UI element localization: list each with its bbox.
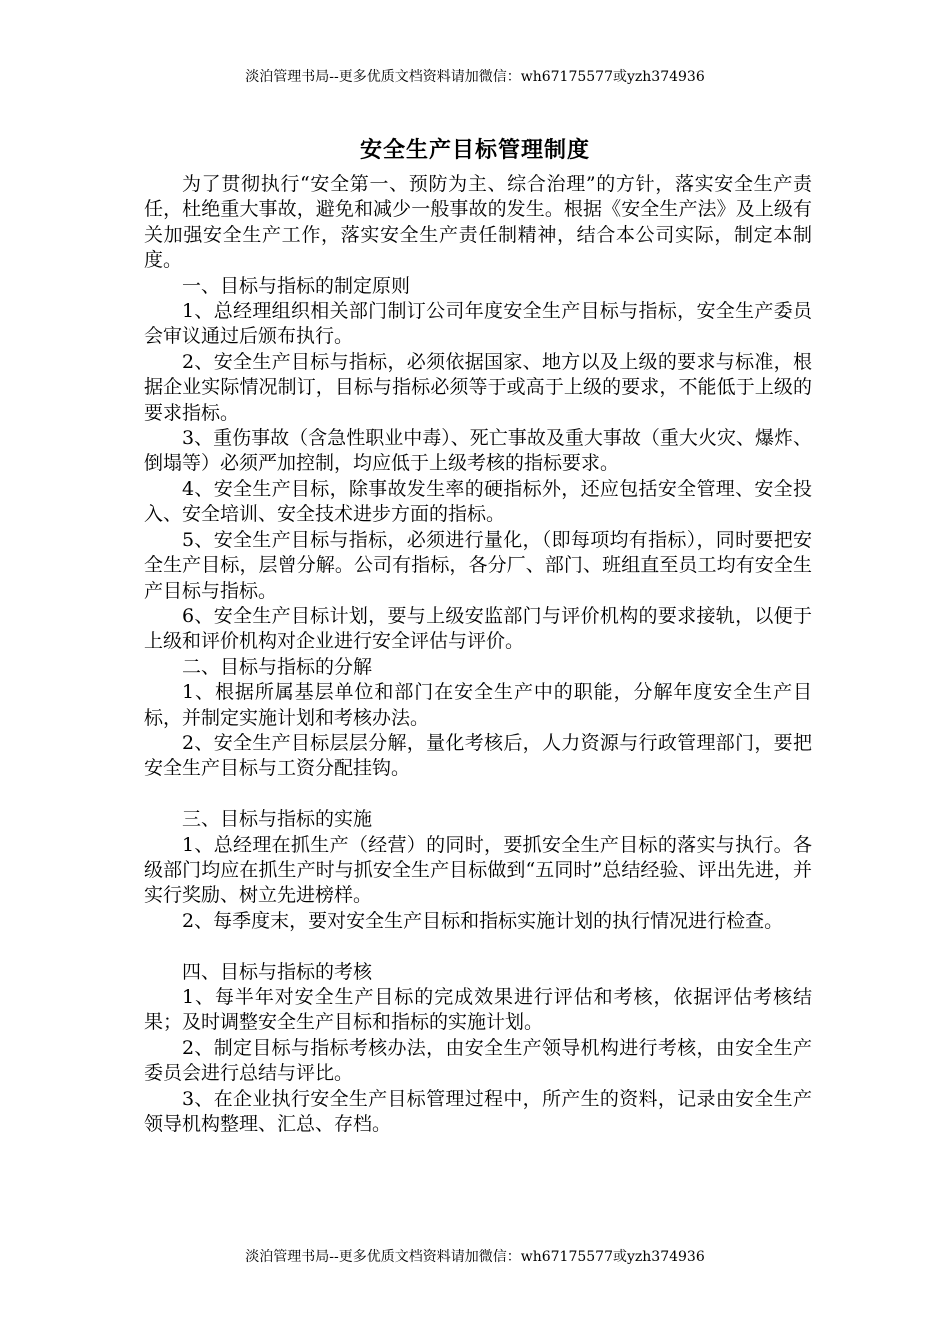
section-item: 1、总经理组织相关部门制订公司年度安全生产目标与指标，安全生产委员会审议通过后颁布执行。 [144, 300, 812, 348]
section-item: 3、在企业执行安全生产目标管理过程中，所产生的资料，记录由安全生产领导机构整理、汇总、存档。 [144, 1087, 812, 1135]
section-heading: 三、目标与指标的实施 [182, 808, 373, 831]
page-header: 淡泊管理书局--更多优质文档资料请加微信：wh67175577或yzh374936 [245, 69, 705, 85]
section-item: 2、安全生产目标与指标，必须依据国家、地方以及上级的要求与标准，根据企业实际情况制订，目标与指标必须等于或高于上级的要求，不能低于上级的要求指标。 [144, 350, 812, 424]
section-heading: 四、目标与指标的考核 [182, 960, 373, 983]
document-title: 安全生产目标管理制度 [359, 137, 590, 163]
blank-line [144, 934, 812, 959]
section-item: 4、安全生产目标，除事故发生率的硬指标外，还应包括安全管理、安全投入、安全培训、安全技术进步方面的指标。 [144, 477, 812, 526]
document-body [144, 172, 812, 1137]
section-item: 2、制定目标与指标考核办法，由安全生产领导机构进行考核，由安全生产委员会进行总结与评比。 [144, 1036, 812, 1085]
section-item: 1、总经理在抓生产（经营）的同时，要抓安全生产目标的落实与执行。各级部门均应在抓生产时与抓安全生产目标做到“五同时”总结经验、评出先进，并实行奖励、树立先进榜样。 [144, 833, 812, 907]
section-item: 5、安全生产目标与指标，必须进行量化，（即每项均有指标），同时要把安全生产目标，层曾分解。公司有指标，各分厂、部门、班组直至员工均有安全生产目标与指标。 [144, 528, 812, 602]
section-item: 1、每半年对安全生产目标的完成效果进行评估和考核，依据评估考核结果；及时调整安全生产目标和指标的实施计划。 [144, 985, 812, 1034]
section-heading: 一、目标与指标的制定原则 [182, 274, 411, 297]
section-item: 3、重伤事故（含急性职业中毒）、死亡事故及重大事故（重大火灾、爆炸、倒塌等）必须严加控制，均应低于上级考核的指标要求。 [144, 427, 812, 475]
section-heading: 二、目标与指标的分解 [182, 655, 373, 678]
section-item: 2、每季度末，要对安全生产目标和指标实施计划的执行情况进行检查。 [182, 909, 784, 932]
section-item: 2、安全生产目标层层分解，量化考核后，人力资源与行政管理部门，要把安全生产目标与工资分配挂钩。 [144, 731, 812, 780]
blank-line [144, 782, 812, 807]
page-footer: 淡泊管理书局--更多优质文档资料请加微信：wh67175577或yzh374936 [245, 1249, 705, 1265]
section-item: 1、根据所属基层单位和部门在安全生产中的职能，分解年度安全生产目标，并制定实施计划和考核办法。 [144, 681, 812, 729]
intro-paragraph: 为了贯彻执行“安全第一、预防为主、综合治理”的方针，落实安全生产责任，杜绝重大事故，避免和减少一般事故的发生。根据《安全生产法》及上级有关加强安全生产工作，落实安全生产责任制精神，结合本公司实际，制定本制度。 [144, 173, 812, 272]
section-item: 6、安全生产目标计划，要与上级安监部门与评价机构的要求接轨，以便于上级和评价机构对企业进行安全评估与评价。 [144, 604, 812, 653]
